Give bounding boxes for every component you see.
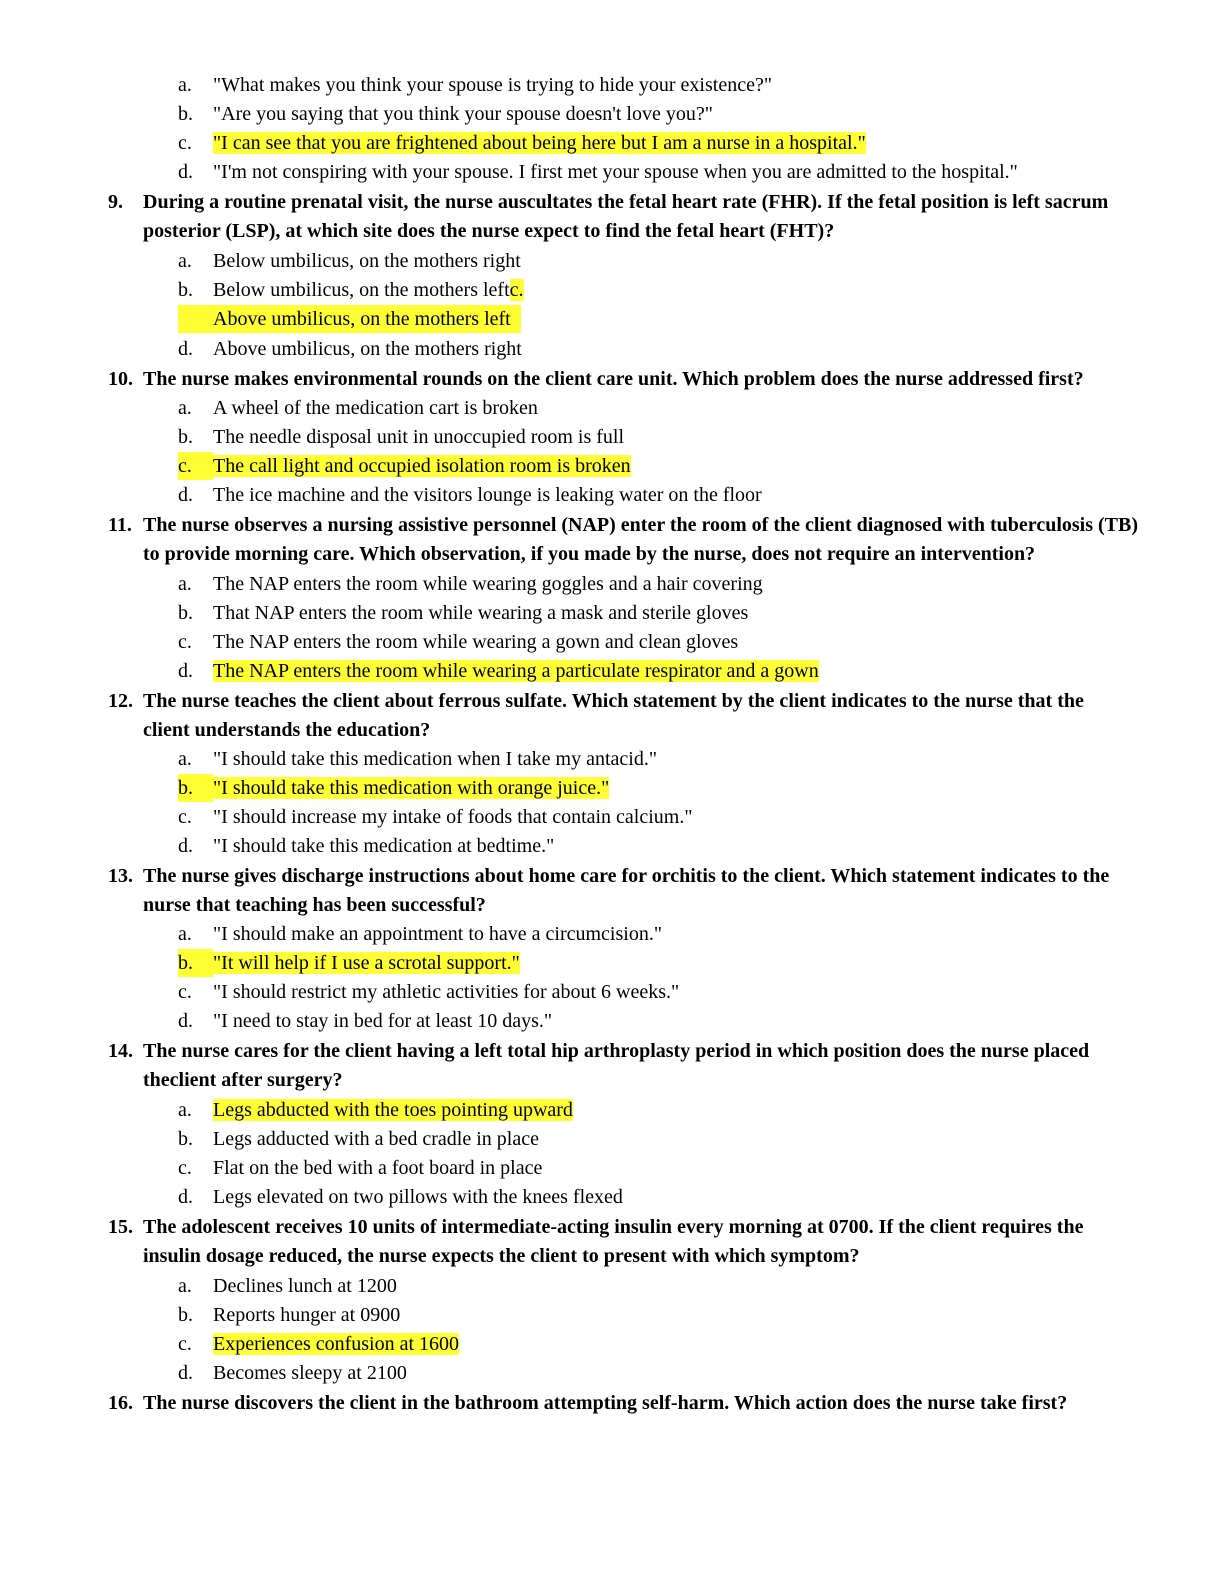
highlighted-answer: "I can see that you are frightened about being here but I am a nurse in a hospital." <box>213 132 866 154</box>
question-text: The nurse makes environmental rounds on the client care unit. Which problem does the nurse addressed first? <box>143 368 1084 390</box>
highlighted-answer: Above umbilicus, on the mothers left <box>213 308 511 330</box>
question-number: 11. <box>108 514 132 536</box>
q10-option-b: b. The needle disposal unit in unoccupied room is full <box>178 426 625 448</box>
question-9 <box>108 188 1128 246</box>
question-10 <box>108 365 1128 394</box>
question-text: The nurse cares for the client having a left total hip arthroplasty period in which position does the nurse placed theclient after surgery? <box>143 1040 1090 1091</box>
q13-option-c: c. "I should restrict my athletic activities for about 6 weeks." <box>178 981 680 1003</box>
question-text: The nurse observes a nursing assistive personnel (NAP) enter the room of the client diagnosed with tuberculosis (TB) to provide morning care. Which observation, if you made by the nurse, does not require an intervention? <box>143 514 1138 565</box>
highlighted-answer: The call light and occupied isolation room is broken <box>213 455 631 477</box>
question-16 <box>108 1389 1128 1418</box>
q8-option-b: b. "Are you saying that you think your spouse doesn't love you?" <box>178 103 713 125</box>
q11-option-d: d. The NAP enters the room while wearing a particulate respirator and a gown <box>178 660 819 682</box>
question-text: The nurse gives discharge instructions about home care for orchitis to the client. Which statement indicates to the nurse that teaching has been successful? <box>143 865 1110 916</box>
q11-option-b: b. That NAP enters the room while wearing a mask and sterile gloves <box>178 602 749 624</box>
q13-option-b: b. "It will help if I use a scrotal support." <box>178 949 520 977</box>
question-11 <box>108 511 1138 569</box>
q14-option-d: d. Legs elevated on two pillows with the knees flexed <box>178 1186 623 1208</box>
q15-option-a: a. Declines lunch at 1200 <box>178 1275 397 1297</box>
q8-option-a: a. "What makes you think your spouse is trying to hide your existence?" <box>178 74 772 96</box>
q11-option-c: c. The NAP enters the room while wearing a gown and clean gloves <box>178 631 739 653</box>
q10-option-d: d. The ice machine and the visitors lounge is leaking water on the floor <box>178 484 762 506</box>
q10-option-c: c. The call light and occupied isolation room is broken <box>178 452 631 480</box>
q9-option-d: d. Above umbilicus, on the mothers right <box>178 338 522 360</box>
q9-option-b: b. Below umbilicus, on the mothers leftc. <box>178 279 524 301</box>
q9-option-c <box>178 305 511 333</box>
highlighted-letter: c. <box>509 279 524 301</box>
q12-option-b: b. "I should take this medication with orange juice." <box>178 774 609 802</box>
highlighted-answer: Experiences confusion at 1600 <box>213 1333 460 1355</box>
q15-option-c: c. Experiences confusion at 1600 <box>178 1333 460 1355</box>
q12-option-c: c. "I should increase my intake of foods that contain calcium." <box>178 806 693 828</box>
q12-option-a: a. "I should take this medication when I take my antacid." <box>178 748 657 770</box>
question-number: 9. <box>108 191 123 213</box>
question-text: The nurse discovers the client in the bathroom attempting self-harm. Which action does the nurse take first? <box>143 1392 1068 1414</box>
question-15 <box>108 1213 1128 1271</box>
q15-option-d: d. Becomes sleepy at 2100 <box>178 1362 407 1384</box>
question-number: 14. <box>108 1040 133 1062</box>
highlighted-answer: The NAP enters the room while wearing a particulate respirator and a gown <box>213 660 819 682</box>
q8-option-d: d. "I'm not conspiring with your spouse. I first met your spouse when you are admitted to the hospital." <box>178 161 1018 183</box>
question-12 <box>108 687 1128 745</box>
question-number: 12. <box>108 690 133 712</box>
q13-option-d: d. "I need to stay in bed for at least 10 days." <box>178 1010 553 1032</box>
q10-option-a: a. A wheel of the medication cart is broken <box>178 397 538 419</box>
question-number: 15. <box>108 1216 133 1238</box>
q14-option-a: a. Legs abducted with the toes pointing upward <box>178 1099 573 1121</box>
q9-option-a: a. Below umbilicus, on the mothers right <box>178 250 521 272</box>
question-text: During a routine prenatal visit, the nurse auscultates the fetal heart rate (FHR). If the fetal position is left sacrum posterior (LSP), at which site does the nurse expect to find the fetal heart (FHT)? <box>143 191 1109 242</box>
question-text: The nurse teaches the client about ferrous sulfate. Which statement by the client indicates to the nurse that the client understands the education? <box>143 690 1084 741</box>
question-number: 13. <box>108 865 133 887</box>
question-13 <box>108 862 1128 920</box>
q12-option-d: d. "I should take this medication at bedtime." <box>178 835 555 857</box>
question-number: 16. <box>108 1392 133 1414</box>
question-14 <box>108 1037 1128 1095</box>
highlighted-answer: "It will help if I use a scrotal support." <box>213 952 520 974</box>
q14-option-c: c. Flat on the bed with a foot board in place <box>178 1157 543 1179</box>
q14-option-b: b. Legs adducted with a bed cradle in place <box>178 1128 539 1150</box>
q13-option-a: a. "I should make an appointment to have a circumcision." <box>178 923 662 945</box>
q11-option-a: a. The NAP enters the room while wearing goggles and a hair covering <box>178 573 763 595</box>
highlighted-answer: Legs abducted with the toes pointing upward <box>213 1099 573 1121</box>
q8-option-c: c. "I can see that you are frightened about being here but I am a nurse in a hospital." <box>178 132 866 154</box>
question-number: 10. <box>108 368 133 390</box>
highlighted-answer: "I should take this medication with orange juice." <box>213 777 610 799</box>
q15-option-b: b. Reports hunger at 0900 <box>178 1304 401 1326</box>
question-text: The adolescent receives 10 units of intermediate-acting insulin every morning at 0700. If the client requires the insulin dosage reduced, the nurse expects the client to present with which symptom? <box>143 1216 1084 1267</box>
